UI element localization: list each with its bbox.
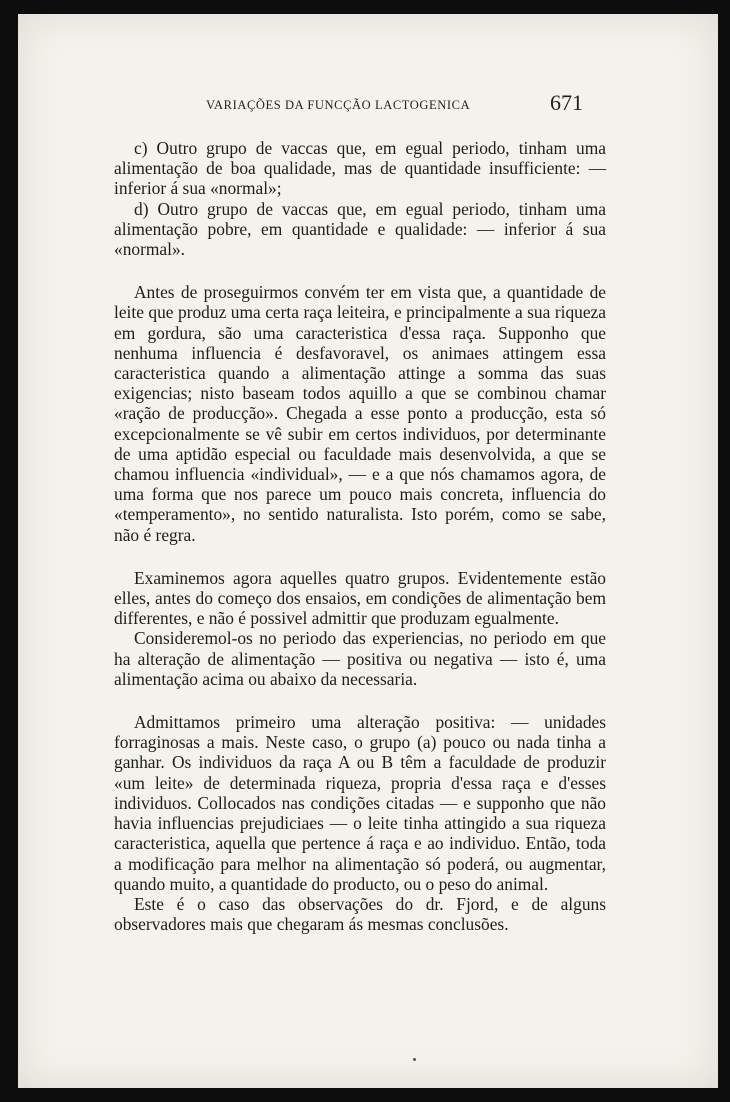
- running-title: VARIAÇÕES DA FUNCÇÃO LACTOGENICA: [206, 98, 471, 112]
- paragraph-este: Este é o caso das observações do dr. Fjord, e de alguns observadores mais que chegaram ás mesmas conclusões.: [114, 893, 606, 935]
- book-page: [18, 14, 718, 1088]
- paragraph-c: c) Outro grupo de vaccas que, em egual periodo, tinham uma alimentação de boa qualidade, mas de quantidade insufficiente: — inferior á sua «normal»;: [114, 138, 606, 199]
- ink-speck: [413, 1058, 416, 1061]
- paragraph-d: d) Outro grupo de vaccas que, em egual periodo, tinham uma alimentação pobre, em quantidade e qualidade: — inferior á sua «normal».: [114, 198, 606, 260]
- page-number: 671: [550, 90, 583, 115]
- body-text: [114, 138, 606, 934]
- paragraph-admittamos: Admittamos primeiro uma alteração positiva: — unidades forraginosas a mais. Neste caso, o grupo (a) pouco ou nada tinha a ganhar. Os individuos da raça A ou B têm a faculdade de produzir «um leite» de determinada riqueza, propria d'essa raça e d'esses individuos. Collocados nas condições citadas — e supponho que não havia influencias prejudiciaes — o leite tinha attingido a sua riqueza caracteristica, aquella que pertence á raça e ao individuo. Então, toda a modificação para melhor na alimentação só poderá, ou augmentar, quando muito, a quantidade do producto, ou o peso do animal.: [114, 712, 606, 894]
- paragraph-antes: Antes de proseguirmos convém ter em vista que, a quantidade de leite que produz uma certa raça leiteira, e principalmente a sua riqueza em gordura, são uma caracteristica d'essa raça. Supponho que nenhuma influencia é desfavoravel, os animaes attingem essa caracteristica quando a alimentação attinge a somma das suas exigencias; nisto baseam todos aquillo a que se combinou chamar «ração de producção». Chegada a esse ponto a producção, esta só excepcionalmente se vê subir em certos individuos, por determinante de uma aptidão especial ou faculdade mais desenvolvida, a que se chamou influencia «individual», — e a que nós chamamos agora, de uma forma que nos parece um pouco mais concreta, influencia do «temperamento», no sentido naturalista. Isto porém, como se sabe, não é regra.: [114, 282, 606, 545]
- paragraph-examinemos: Examinemos agora aquelles quatro grupos. Evidentemente estão elles, antes do começo dos ensaios, em condições de alimentação bem differentes, e não é possivel admittir que produzam egualmente.: [114, 567, 606, 629]
- page-header: [18, 92, 718, 122]
- paragraph-consideremol: Consideremol-os no periodo das experiencias, no periodo em que ha alteração de alimentação — positiva ou negativa — isto é, uma alimentação acima ou abaixo da necessaria.: [114, 628, 606, 689]
